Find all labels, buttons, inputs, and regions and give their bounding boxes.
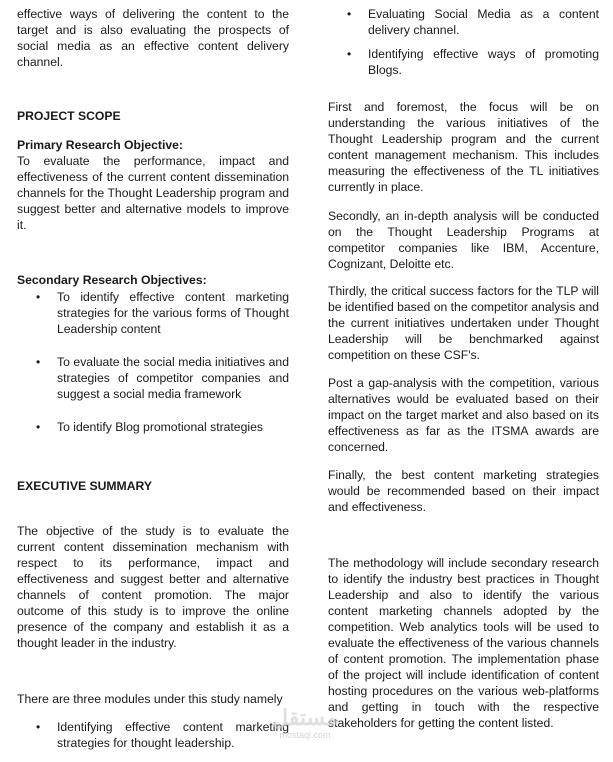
paragraph-second: Secondly, an in-depth analysis will be conducted on the Thought Leadership Programs at competitor companies like IBM, Accenture, Cognizant, Deloitte etc. — [328, 209, 599, 271]
watermark-logo — [270, 706, 340, 750]
bullet-icon: • — [347, 47, 352, 61]
list-item: • Identifying effective content marketing strategies for thought leadership. — [36, 720, 289, 750]
modules-list — [17, 719, 289, 751]
paragraph-first: First and foremost, the focus will be on understanding the various initiatives of the Thought Leadership program and the current content management mechanism. This includes measuring the effectiveness of the TL initiatives currently in place. — [328, 100, 599, 194]
executive-summary-heading: EXECUTIVE SUMMARY — [17, 479, 152, 493]
executive-summary-text: The objective of the study is to evaluate the current content dissemination mechanism with respect to its performance, impact and effectiveness and suggest better and alternative channels of content promotion. The major outcome of this study is to improve the online presence of the company and establish it as a thought leader in the industry. — [17, 524, 289, 650]
secondary-objectives-list-2 — [17, 354, 289, 402]
secondary-objectives-list-3 — [17, 419, 289, 435]
paragraph-fourth: Post a gap-analysis with the competition, various alternatives would be evaluated based on their impact on the target market and also based on its effectiveness as far as the ITSMA awards are concerned. — [328, 376, 599, 454]
secondary-objectives-list — [17, 289, 289, 337]
secondary-objectives-heading: Secondary Research Objectives: — [17, 273, 207, 287]
bullet-icon: • — [36, 420, 41, 434]
list-item: • Identifying effective ways of promoting Blogs. — [347, 47, 599, 77]
list-item: • Evaluating Social Media as a content delivery channel. — [347, 7, 599, 37]
intro-tail-paragraph: effective ways of delivering the content to the target and is also evaluating the prospects of social media as an effective content delivery channel. — [17, 7, 289, 69]
watermark-arabic: مستقل — [272, 705, 338, 730]
primary-objective-heading: Primary Research Objective: — [17, 138, 183, 152]
modules-list-continued — [328, 6, 599, 78]
list-item: • To identify Blog promotional strategies — [36, 420, 263, 434]
watermark-latin: mostaql.com — [279, 730, 331, 740]
bullet-icon: • — [36, 355, 41, 369]
paragraph-methodology: The methodology will include secondary research to identify the industry best practices in Thought Leadership and also to identify the various content marketing channels adopted by the competition. Web analytics tools will be used to evaluate the effectiveness of the various channels of content promotion. The implementation phase of the project will include identification of content hosting procedures on the various web-platforms and getting in touch with the respective stakeholders for getting the content listed. — [328, 556, 599, 730]
paragraph-fifth: Finally, the best content marketing strategies would be recommended based on their impact and effectiveness. — [328, 468, 599, 514]
primary-objective-text: To evaluate the performance, impact and effectiveness of the current content dissemination channels for the Thought Leadership program and suggest better and alternative models to improve it. — [17, 154, 289, 232]
modules-intro: There are three modules under this study namely — [17, 692, 283, 706]
project-scope-heading: PROJECT SCOPE — [17, 109, 121, 123]
list-item: • To identify effective content marketing strategies for the various forms of Thought Leadership content — [36, 290, 289, 336]
bullet-icon: • — [347, 7, 352, 21]
list-item: • To evaluate the social media initiatives and strategies of competitor companies and suggest a social media framework — [36, 355, 289, 401]
bullet-icon: • — [36, 720, 41, 734]
paragraph-third: Thirdly, the critical success factors for the TLP will be identified based on the competitor analysis and the current initiatives undertaken under Thought Leadership will be benchmarked against competition on these CSF's. — [328, 284, 600, 362]
bullet-icon: • — [36, 290, 41, 304]
